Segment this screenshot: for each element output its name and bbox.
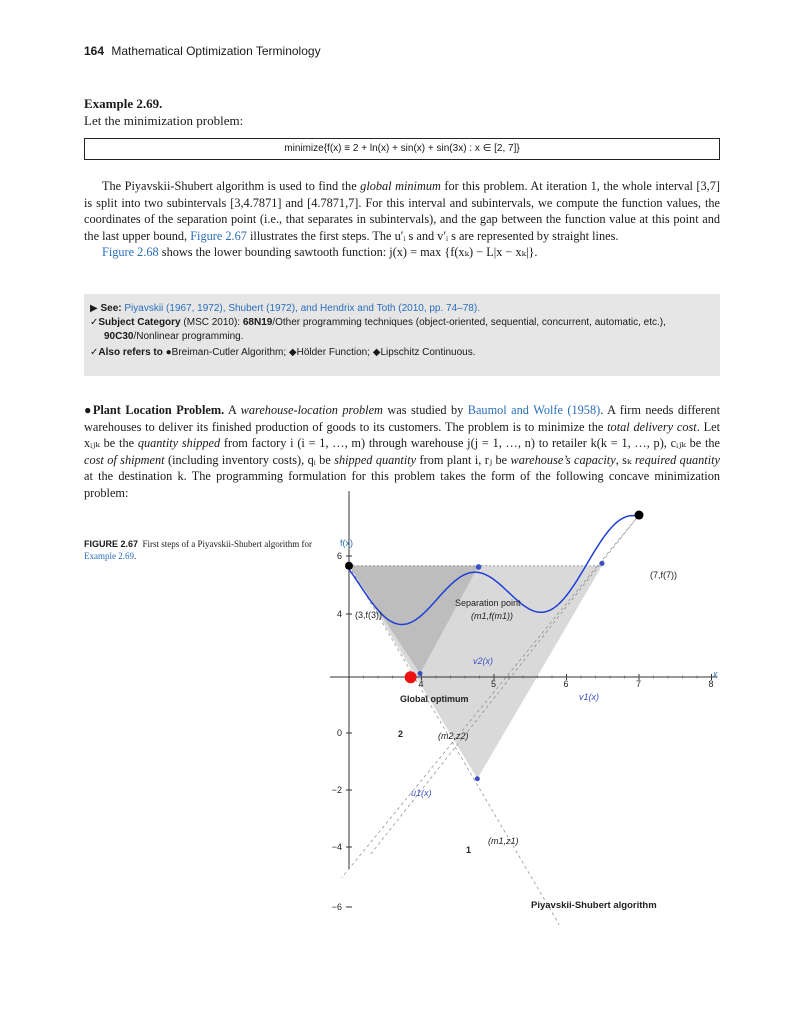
running-title: Mathematical Optimization Terminology	[111, 44, 321, 58]
y-tick-label: 6	[336, 551, 342, 561]
label-3-f3: (3,f(3))	[355, 610, 382, 620]
paragraph-1: The Piyavskii-Shubert algorithm is used to find the global minimum for this problem. At iteration 1, the whole interval [3,7] is split into two subintervals [3,4.7871] and [4.7871,7]. For this interval and subintervals, we compute the function values, the coordinates of the separation point (i.e., that separates in subintervals), and the gap between the function value at this point and the last upper bound, Figure 2.67 illustrates the first steps. The u′ᵢ s and v′ᵢ s are represented by straight lines.	[84, 179, 720, 243]
plant-location-title: ●Plant Location Problem.	[84, 403, 225, 417]
annotation-v2-x: v2(x)	[473, 656, 493, 666]
y-tick-label: −2	[331, 785, 342, 795]
annotation-m1-z1: (m1,z1)	[488, 836, 519, 846]
annotation-v1-x: v1(x)	[579, 692, 599, 702]
subject-line: ✓Subject Category (MSC 2010): 68N19/Other programming techniques (object-oriented, sequential, concurrent, automatic, etc.),	[90, 317, 666, 328]
point-3-f3	[345, 562, 353, 570]
example-link[interactable]: Example 2.69	[84, 551, 134, 561]
y-tick-label: −6	[331, 902, 342, 912]
annotation-m2-z2: (m2,z2)	[438, 731, 469, 741]
point-7-f7	[635, 511, 644, 520]
figure-caption: FIGURE 2.67 First steps of a Piyavskii-Shubert algorithm for Example 2.69.	[84, 539, 313, 561]
see-references[interactable]: Piyavskii (1967, 1972), Shubert (1972), and Hendrix and Toth (2010, pp. 74–78).	[124, 303, 480, 314]
example-title: Example 2.69.	[84, 96, 163, 111]
y-axis-label: f(x)	[340, 538, 353, 548]
emphasis-global-minimum: global minimum	[360, 179, 441, 193]
annotation-m1-f-m1: (m1,f(m1))	[471, 611, 513, 621]
annotation-u1-x: u1(x)	[411, 788, 432, 798]
subject-line-2: 90C30/Nonlinear programming.	[104, 331, 244, 342]
point-m2-z2	[418, 671, 423, 676]
separation-point	[476, 564, 482, 570]
label-1: 1	[466, 845, 472, 855]
envelope-point	[600, 561, 605, 566]
y-tick-label: 4	[336, 609, 342, 619]
baumol-wolfe-link[interactable]: Baumol and Wolfe (1958)	[467, 403, 601, 417]
x-axis-label: x	[713, 669, 718, 679]
annotation-global-optimum: Global optimum	[400, 694, 469, 704]
x-tick-label: 6	[563, 679, 569, 689]
also-refers-line: ✓Also refers to ●Breiman-Cutler Algorithm; ◆Hölder Function; ◆Lipschitz Continuous.	[90, 347, 476, 358]
example-intro: Let the minimization problem:	[84, 113, 244, 128]
see-line: ▶ See: Piyavskii (1967, 1972), Shubert (1972), and Hendrix and Toth (2010, pp. 74–78).	[90, 303, 480, 314]
annotation-separation-point: Separation point	[455, 598, 521, 608]
figure-link[interactable]: Figure 2.67	[190, 228, 247, 243]
x-tick-label: 7	[636, 679, 642, 689]
paragraph-2: Figure 2.68 shows the lower bounding sawtooth function: j(x) = max {f(xₖ) − L|x − xₖ|}.	[102, 245, 538, 259]
figure-link-2[interactable]: Figure 2.68	[102, 245, 159, 259]
x-tick-label: 8	[708, 679, 714, 689]
formula-box: minimize{f(x) ≡ 2 + ln(x) + sin(x) + sin(3x) : x ∈ [2, 7]}	[84, 138, 720, 160]
y-tick-label: 0	[336, 728, 342, 738]
x-tick-label: 5	[491, 679, 497, 689]
global-optimum-point	[405, 671, 417, 683]
chart-title: Piyavskii-Shubert algorithm	[531, 900, 657, 911]
y-tick-label: −4	[331, 842, 342, 852]
plant-location-paragraph: ●Plant Location Problem. A warehouse-location problem was studied by Baumol and Wolfe (1958). A firm needs different warehouses to deliver its finished production of goods to its customers. The problem is to minimize the total delivery cost. Let xᵢⱼₖ be the quantity shipped from factory i (i = 1, …, m) through warehouse j(j = 1, …, n) to retailer k(k = 1, …, p), cᵢⱼₖ be the cost of shipment (including inventory costs), qᵢ be shipped quantity from plant i, rⱼ be warehouse’s capacity, sₖ required quantity at the destination k. The programming formulation for this problem takes the form of the following concave minimization problem:	[84, 403, 720, 500]
label-2: 2	[398, 729, 404, 739]
figure-label: FIGURE 2.67	[84, 539, 139, 549]
label-7-f7: (7,f(7))	[650, 570, 677, 580]
point-m1-z1	[475, 776, 480, 781]
page-number: 164	[84, 44, 105, 58]
x-tick-label: 4	[418, 679, 424, 689]
